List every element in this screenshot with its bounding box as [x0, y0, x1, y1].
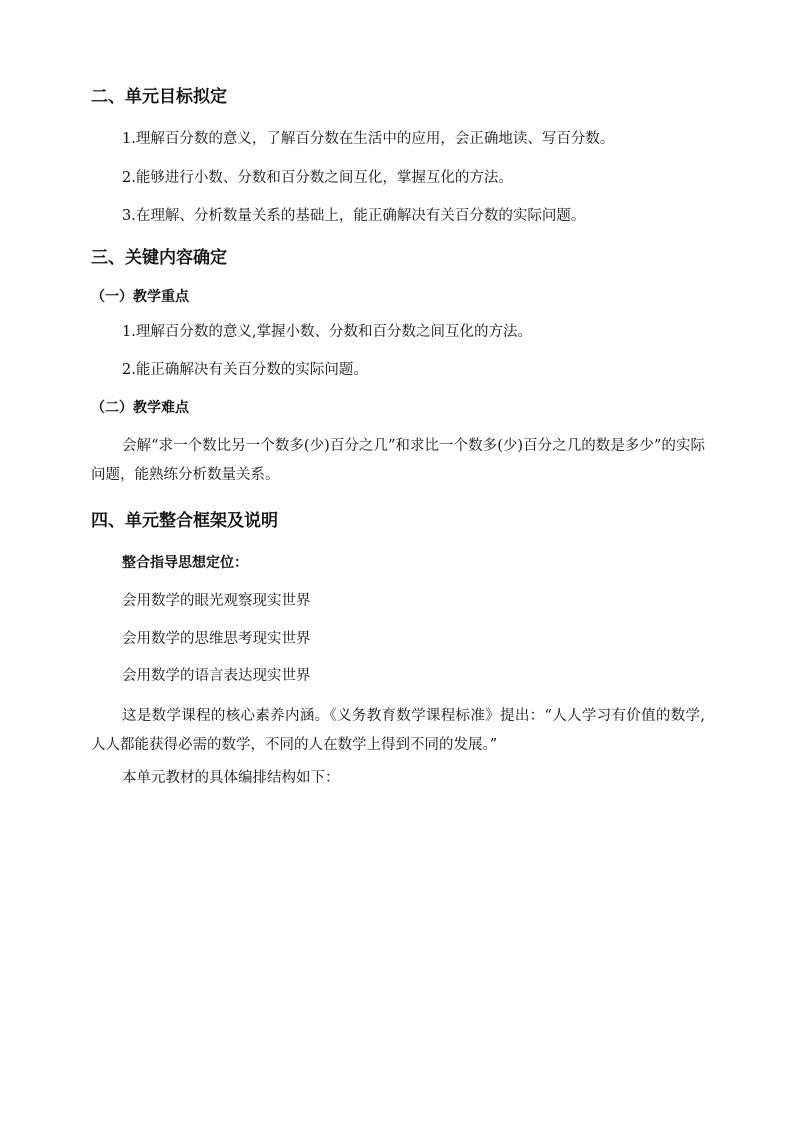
- focus-item-1: 1.理解百分数的意义,掌握小数、分数和百分数之间互化的方法。: [122, 324, 532, 340]
- teaching-focus-heading: （一）教学重点: [91, 289, 189, 305]
- guide-line-3: 会用数学的语言表达现实世界: [122, 668, 311, 684]
- curriculum-paragraph: 这是数学课程的核心素养内涵。《义务教育数学课程标准》提出：“人人学习有价值的数学,人人都能获得必需的数学，不同的人在数学上得到不同的发展。”: [91, 708, 705, 753]
- teaching-difficulty-heading: （二）教学难点: [91, 400, 189, 416]
- goal-item-2: 2.能够进行小数、分数和百分数之间互化，掌握互化的方法。: [122, 170, 513, 186]
- guide-title: 整合指导思想定位：: [122, 555, 248, 571]
- goal-item-1: 1.理解百分数的意义，了解百分数在生活中的应用，会正确地读、写百分数。: [122, 131, 615, 147]
- focus-item-2: 2.能正确解决有关百分数的实际问题。: [122, 362, 368, 378]
- section-4-heading: 四、单元整合框架及说明: [91, 511, 278, 531]
- section-2-heading: 二、单元目标拟定: [91, 87, 227, 107]
- difficulty-paragraph: 会解“求一个数比另一个数多(少)百分之几”和求比一个数多(少)百分之几的数是多少”的实际问题，能熟练分析数量关系。: [91, 438, 705, 483]
- guide-line-2: 会用数学的思维思考现实世界: [122, 631, 311, 647]
- structure-intro: 本单元教材的具体编排结构如下：: [122, 770, 340, 786]
- section-3-heading: 三、关键内容确定: [91, 248, 227, 268]
- goal-item-3: 3.在理解、分析数量关系的基础上，能正确解决有关百分数的实际问题。: [122, 208, 586, 224]
- guide-line-1: 会用数学的眼光观察现实世界: [122, 593, 311, 609]
